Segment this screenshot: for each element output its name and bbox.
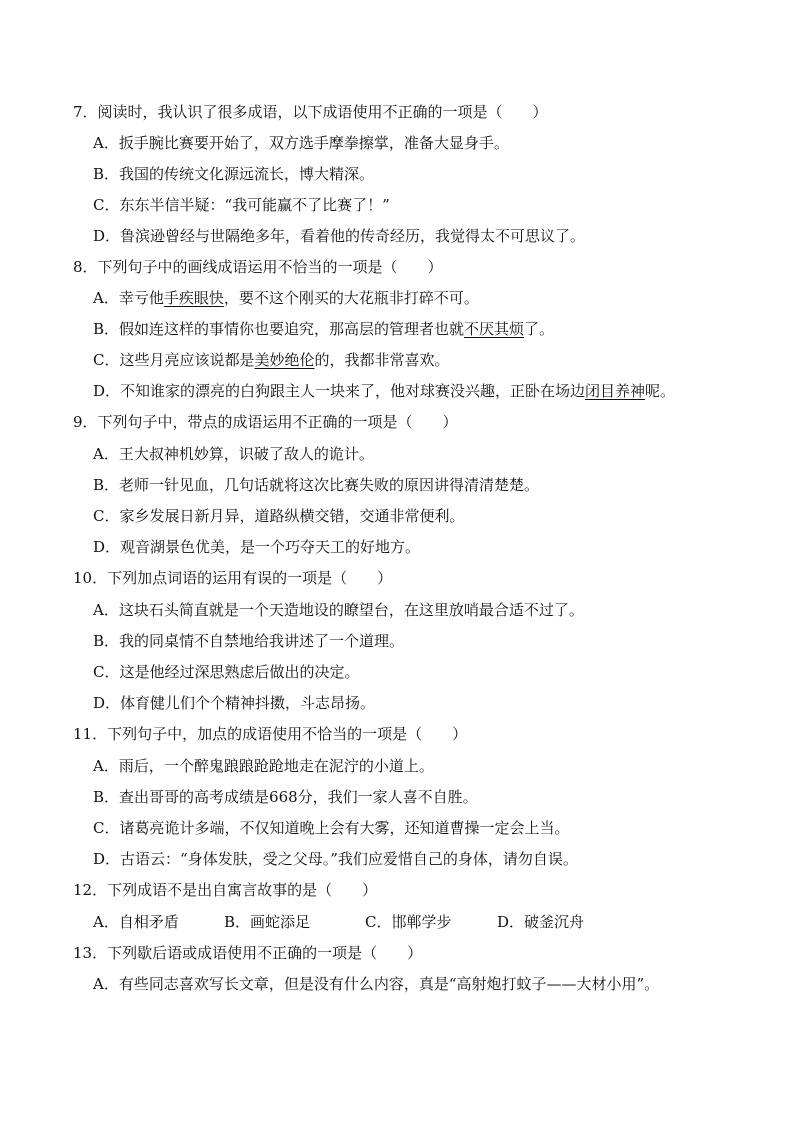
- question-stem: 8．下列句子中的画线成语运用不恰当的一项是（ ）: [73, 258, 443, 276]
- option-d: D．鲁滨逊曾经与世隔绝多年，看着他的传奇经历，我觉得太不可思议了。: [93, 227, 586, 245]
- option-a: A．自相矛盾: [93, 913, 179, 931]
- option-b: B．我国的传统文化源远流长，博大精深。: [93, 165, 375, 183]
- option-c: C．邯郸学步: [365, 913, 452, 931]
- question-stem: 9．下列句子中，带点的成语运用不正确的一项是（ ）: [73, 413, 458, 431]
- option-c: [93, 350, 794, 370]
- option-b: B．查出哥哥的高考成绩是668分，我们一家人喜不自胜。: [93, 788, 478, 806]
- option-a: A．这块石头简直就是一个天造地设的瞭望台，在这里放哨最合适不过了。: [93, 601, 584, 619]
- option-text-pre: D．不知谁家的漂亮的白狗跟主人一块来了，他对球赛没兴趣，正卧在场边: [93, 382, 586, 400]
- underlined-idiom: 不厌其烦: [464, 320, 525, 338]
- option-a: A．王大叔神机妙算，识破了敌人的诡计。: [93, 445, 374, 463]
- option-c: C．这是他经过深思熟虑后做出的决定。: [93, 663, 360, 681]
- option-text-post: ，要不这个刚买的大花瓶非打碎不可。: [223, 289, 479, 307]
- option-d: D．观音湖景色优美，是一个巧夺天工的好地方。: [93, 538, 421, 556]
- option-a: [93, 288, 794, 308]
- underlined-idiom: 美妙绝伦: [254, 351, 315, 369]
- option-c: C．诸葛亮诡计多端，不仅知道晚上会有大雾，还知道曹操一定会上当。: [93, 819, 570, 837]
- question-stem: 13．下列歇后语或成语使用不正确的一项是（ ）: [73, 944, 423, 962]
- option-d: D．体育健儿们个个精神抖擞，斗志昂扬。: [93, 694, 376, 712]
- underlined-idiom: 闭目养神: [585, 382, 646, 400]
- option-text-post: 的，我都非常喜欢。: [314, 351, 450, 369]
- option-text-pre: A．幸亏他: [93, 289, 164, 307]
- option-b: B．画蛇添足: [224, 913, 311, 931]
- underlined-idiom: 手疾眼快: [163, 289, 224, 307]
- question-stem: 7．阅读时，我认识了很多成语，以下成语使用不正确的一项是（ ）: [73, 103, 548, 121]
- question-stem: 12．下列成语不是出自寓言故事的是（ ）: [73, 881, 378, 899]
- option-d: D．古语云：“身体发肤，受之父母。”我们应爱惜自己的身体，请勿自误。: [93, 850, 578, 868]
- option-b: B．老师一针见血，几句话就将这次比赛失败的原因讲得清清楚楚。: [93, 476, 540, 494]
- option-b: B．我的同桌情不自禁地给我讲述了一个道理。: [93, 632, 405, 650]
- option-a: A．扳手腕比赛要开始了，双方选手摩拳擦掌，准备大显身手。: [93, 134, 509, 152]
- option-d: D．破釜沉舟: [497, 913, 585, 931]
- option-b: [93, 319, 794, 339]
- option-text-post: 呢。: [645, 382, 676, 400]
- question-stem: 10．下列加点词语的运用有误的一项是（ ）: [73, 569, 393, 587]
- option-text-pre: C．这些月亮应该说都是: [93, 351, 255, 369]
- option-a: A．雨后，一个醉鬼踉踉跄跄地走在泥泞的小道上。: [93, 757, 434, 775]
- option-text-pre: B．假如连这样的事情你也要追究，那高层的管理者也就: [93, 320, 465, 338]
- option-c: C．东东半信半疑：“我可能赢不了比赛了！”: [93, 196, 390, 214]
- question-stem: 11．下列句子中，加点的成语使用不恰当的一项是（ ）: [73, 725, 468, 743]
- option-text-post: 了。: [524, 320, 555, 338]
- option-d: [93, 381, 794, 401]
- option-c: C．家乡发展日新月异，道路纵横交错，交通非常便利。: [93, 507, 465, 525]
- option-a: A．有些同志喜欢写长文章，但是没有什么内容，真是“高射炮打蚊子——大材小用”。: [93, 975, 660, 993]
